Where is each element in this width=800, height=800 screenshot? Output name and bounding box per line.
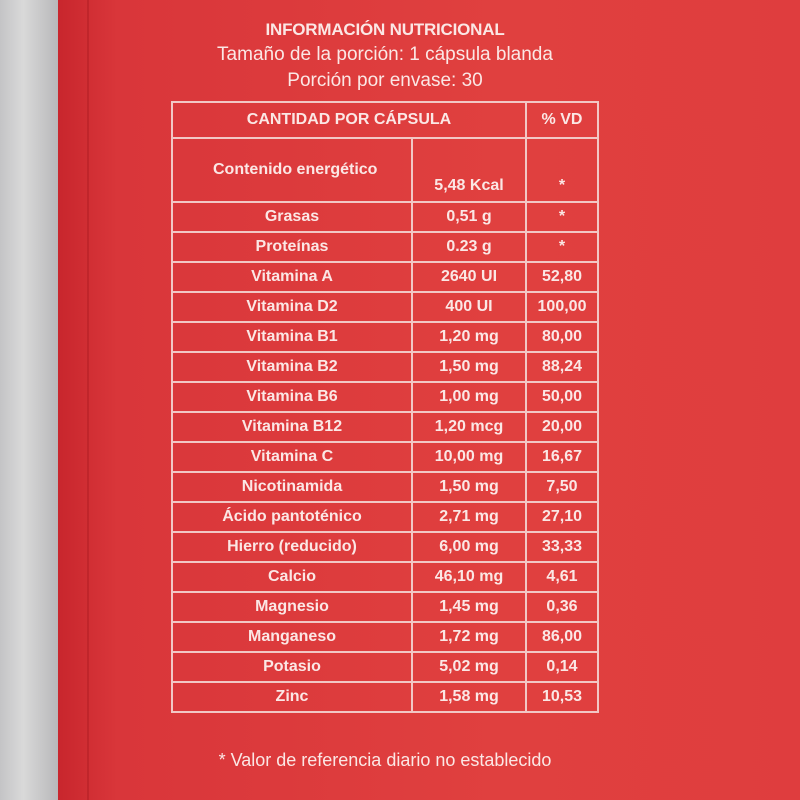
nutrient-amount: 400 UI	[412, 292, 526, 322]
table-row	[172, 682, 598, 712]
table-row	[172, 382, 598, 412]
table-row	[172, 502, 598, 532]
servings-per-container: Porción por envase: 30	[287, 70, 483, 91]
amount-per-capsule-header: CANTIDAD POR CÁPSULA	[172, 102, 526, 138]
nutrient-amount: 0.23 g	[412, 232, 526, 262]
table-row	[172, 652, 598, 682]
table-row	[172, 622, 598, 652]
nutrient-daily-value: 27,10	[526, 502, 598, 532]
table-row	[172, 202, 598, 232]
nutrient-name: Vitamina D2	[172, 292, 412, 322]
nutrient-amount: 10,00 mg	[412, 442, 526, 472]
nutrient-daily-value: 88,24	[526, 352, 598, 382]
nutrient-name: Contenido energético	[172, 138, 412, 202]
nutrient-name: Nicotinamida	[172, 472, 412, 502]
nutrient-name: Vitamina B2	[172, 352, 412, 382]
footnote: * Valor de referencia diario no establecido	[218, 750, 552, 770]
nutrient-amount: 1,20 mcg	[412, 412, 526, 442]
nutrient-amount: 1,00 mg	[412, 382, 526, 412]
nutrient-amount: 1,50 mg	[412, 352, 526, 382]
nutrient-name: Vitamina C	[172, 442, 412, 472]
nutrient-daily-value: 4,61	[526, 562, 598, 592]
table-row	[172, 562, 598, 592]
nutrient-name: Potasio	[172, 652, 412, 682]
table-row	[172, 262, 598, 292]
nutrient-daily-value: 50,00	[526, 382, 598, 412]
nutrient-amount: 1,45 mg	[412, 592, 526, 622]
table-row	[172, 532, 598, 562]
nutrient-name: Ácido pantoténico	[172, 502, 412, 532]
table-row	[172, 442, 598, 472]
nutrient-daily-value: 80,00	[526, 322, 598, 352]
nutrient-daily-value: 16,67	[526, 442, 598, 472]
table-row	[172, 138, 598, 202]
nutrient-name: Vitamina B1	[172, 322, 412, 352]
table-row	[172, 592, 598, 622]
nutrient-amount: 2,71 mg	[412, 502, 526, 532]
nutrient-daily-value: 0,14	[526, 652, 598, 682]
nutrient-name: Grasas	[172, 202, 412, 232]
nutrient-daily-value: 20,00	[526, 412, 598, 442]
nutrient-amount: 1,20 mg	[412, 322, 526, 352]
nutrient-daily-value: *	[526, 138, 598, 202]
nutrient-name: Calcio	[172, 562, 412, 592]
table-row	[172, 292, 598, 322]
nutrient-name: Vitamina B12	[172, 412, 412, 442]
nutrient-daily-value: 52,80	[526, 262, 598, 292]
table-header-row	[172, 102, 598, 138]
nutrient-amount: 1,58 mg	[412, 682, 526, 712]
table-row	[172, 352, 598, 382]
package-fold	[87, 0, 89, 800]
nutrient-daily-value: *	[526, 232, 598, 262]
nutrient-amount: 5,02 mg	[412, 652, 526, 682]
nutrient-amount: 2640 UI	[412, 262, 526, 292]
nutrient-daily-value: 100,00	[526, 292, 598, 322]
nutrient-amount: 1,50 mg	[412, 472, 526, 502]
nutrient-name: Hierro (reducido)	[172, 532, 412, 562]
serving-size: Tamaño de la porción: 1 cápsula blanda	[217, 44, 553, 65]
nutrient-daily-value: 33,33	[526, 532, 598, 562]
nutrient-name: Proteínas	[172, 232, 412, 262]
nutrient-amount: 5,48 Kcal	[412, 138, 526, 202]
package-side-edge	[0, 0, 58, 800]
table-row	[172, 322, 598, 352]
nutrient-name: Manganeso	[172, 622, 412, 652]
nutrient-daily-value: 10,53	[526, 682, 598, 712]
nutrition-table	[171, 101, 599, 713]
table-row	[172, 472, 598, 502]
nutrient-name: Magnesio	[172, 592, 412, 622]
nutrient-amount: 46,10 mg	[412, 562, 526, 592]
nutrient-daily-value: 7,50	[526, 472, 598, 502]
nutrient-name: Vitamina A	[172, 262, 412, 292]
table-row	[172, 232, 598, 262]
nutrition-title: INFORMACIÓN NUTRICIONAL	[265, 20, 505, 39]
nutrient-daily-value: *	[526, 202, 598, 232]
nutrient-name: Zinc	[172, 682, 412, 712]
daily-value-header: % VD	[526, 102, 598, 138]
nutrient-amount: 1,72 mg	[412, 622, 526, 652]
nutrient-daily-value: 0,36	[526, 592, 598, 622]
nutrient-daily-value: 86,00	[526, 622, 598, 652]
table-row	[172, 412, 598, 442]
nutrient-name: Vitamina B6	[172, 382, 412, 412]
nutrient-amount: 0,51 g	[412, 202, 526, 232]
nutrient-amount: 6,00 mg	[412, 532, 526, 562]
